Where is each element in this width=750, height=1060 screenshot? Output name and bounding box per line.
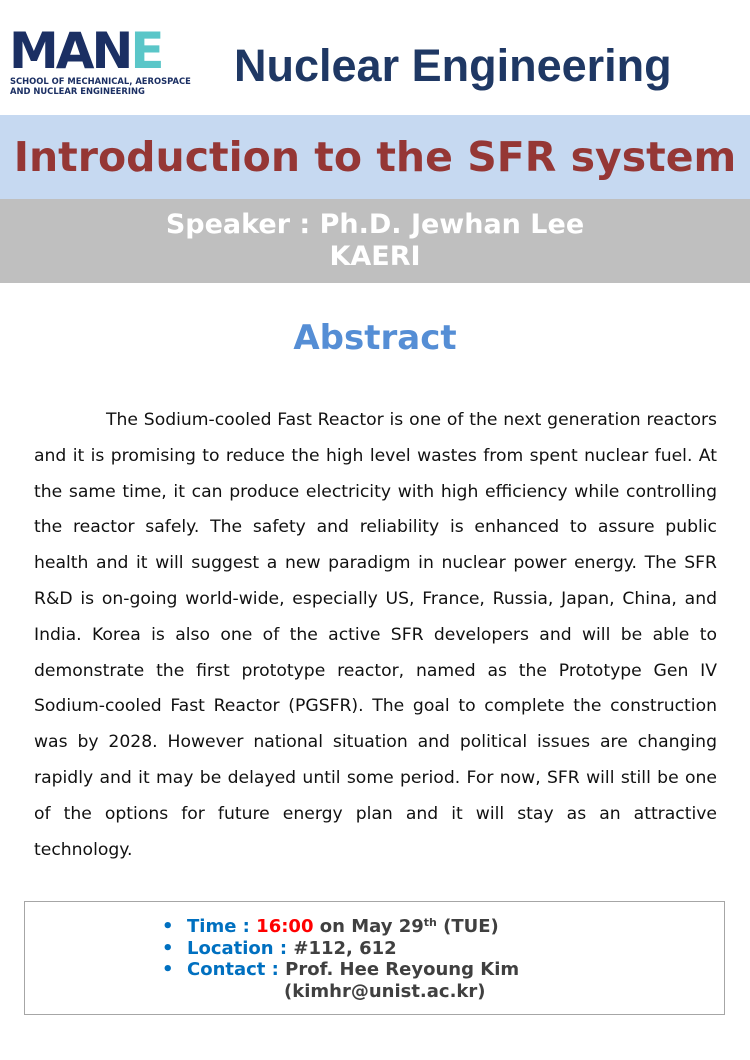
mane-logo (9, 22, 191, 100)
logo-subtitle-line2: AND NUCLEAR ENGINEERING (10, 86, 145, 96)
date-text (320, 916, 499, 937)
location-label: Location : (187, 937, 288, 959)
logo-subtitle-line1: SCHOOL OF MECHANICAL, AEROSPACE (10, 76, 191, 86)
speaker-affiliation: KAERI (329, 241, 421, 272)
speaker-name: Speaker : Ph.D. Jewhan Lee (165, 209, 585, 240)
bullet-icon: • (162, 916, 174, 937)
info-item-email (161, 981, 519, 1003)
info-item-time (161, 916, 519, 938)
logo-wordmark (9, 22, 162, 80)
info-item-location (161, 938, 519, 960)
event-info-box (24, 901, 725, 1015)
contact-label: Contact : (187, 959, 279, 980)
logo-wordmark-main: MAN (9, 22, 131, 80)
bullet-icon: • (162, 937, 174, 959)
abstract-body: The Sodium-cooled Fast Reactor is one of the next generation reactors and it is promising to reduce the high level wastes from spent nuclear fuel. At the same time, it can produce electricity with high efficiency while controlling the reactor safely. The safety and reliability is enhanced to assure public health and it will suggest a new paradigm in nuclear power energy. The SFR R&D is on-going world-wide, especially US, France, Russia, Japan, China, and India. Korea is also one of the active SFR developers and will be able to demonstrate the first prototype reactor, named as the Prototype Gen IV Sodium-cooled Fast Reactor (PGSFR). The goal to complete the construction was by 2028. However national situation and political issues are changing rapidly and it may be delayed until some period. For now, SFR will still be one of the options for future energy plan and it will stay as an attractive technology. (34, 410, 717, 860)
abstract-heading: Abstract (293, 318, 457, 358)
bullet-icon: • (162, 959, 174, 980)
date-prefix: on May 29 (319, 916, 424, 937)
department-title: Nuclear Engineering (234, 40, 672, 91)
logo-wordmark-accent: E (130, 22, 162, 80)
logo-subtitle (10, 76, 191, 96)
location-value: #112, 612 (293, 937, 397, 959)
time-label: Time : (187, 916, 250, 937)
date-weekday: (TUE) (443, 916, 499, 937)
seminar-title-banner (0, 115, 750, 199)
date-ordinal-suffix: th (423, 916, 437, 929)
contact-name: Prof. Hee Reyoung Kim (285, 959, 520, 980)
time-value: 16:00 (256, 916, 314, 937)
seminar-title: Introduction to the SFR system (13, 133, 737, 181)
info-item-contact (161, 959, 519, 981)
contact-email[interactable]: (kimhr@unist.ac.kr) (284, 980, 486, 1002)
speaker-banner (0, 199, 750, 283)
event-info-list (161, 916, 519, 1002)
